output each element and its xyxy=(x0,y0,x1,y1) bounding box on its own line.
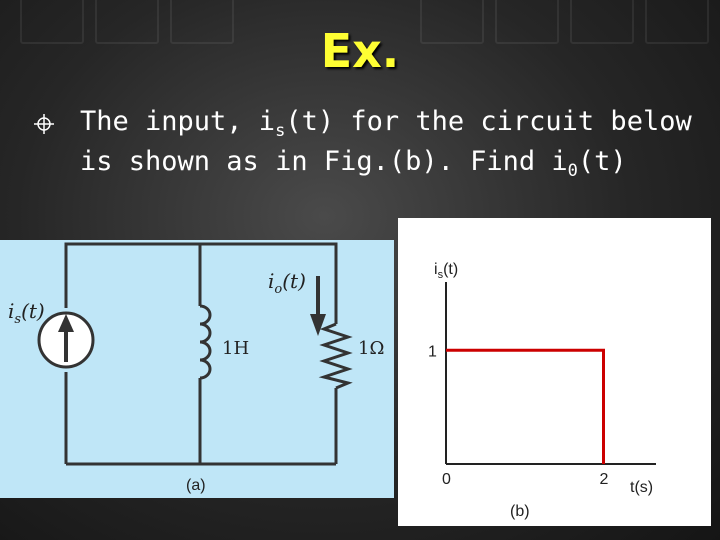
bullet-subscript-0: 0 xyxy=(567,161,578,181)
waveform-chart xyxy=(398,218,711,526)
x-axis-label: t(s) xyxy=(630,479,654,496)
x-tick-label: 2 xyxy=(599,471,609,488)
circuit-panel xyxy=(0,240,394,498)
bullet-text-prefix: The input, i xyxy=(80,106,276,137)
figure-b-label: (b) xyxy=(510,503,530,520)
figure-a-label: (a) xyxy=(186,477,206,494)
inductor-label: 1H xyxy=(222,338,250,359)
circuit-diagram xyxy=(0,240,394,498)
y-tick-label: 1 xyxy=(428,343,437,361)
bullet-text xyxy=(80,102,720,182)
slide-title: Ex. xyxy=(320,24,400,78)
bullet-text-middle: (t) for the circuit below is shown as in Fig.(b). Find i xyxy=(80,106,692,177)
current-source-icon xyxy=(39,313,93,367)
current-arrow-icon xyxy=(310,276,326,336)
chart-marks xyxy=(428,343,609,488)
current-label: $i_o(t)$ xyxy=(268,269,306,297)
source-label: $i_s(t)$ xyxy=(8,299,45,327)
crosshair-bullet-icon xyxy=(34,114,54,134)
bullet-text-suffix: (t) xyxy=(577,146,627,177)
resistor-icon xyxy=(324,324,348,388)
y-axis-label: $i_s(t)$ xyxy=(434,261,459,281)
series-line-0 xyxy=(446,350,604,464)
waveform-panel xyxy=(398,218,711,526)
x-tick-label: 0 xyxy=(442,471,451,488)
resistor-label: 1Ω xyxy=(358,338,385,359)
inductor-icon xyxy=(200,306,210,378)
bullet-subscript-s: s xyxy=(275,121,286,141)
